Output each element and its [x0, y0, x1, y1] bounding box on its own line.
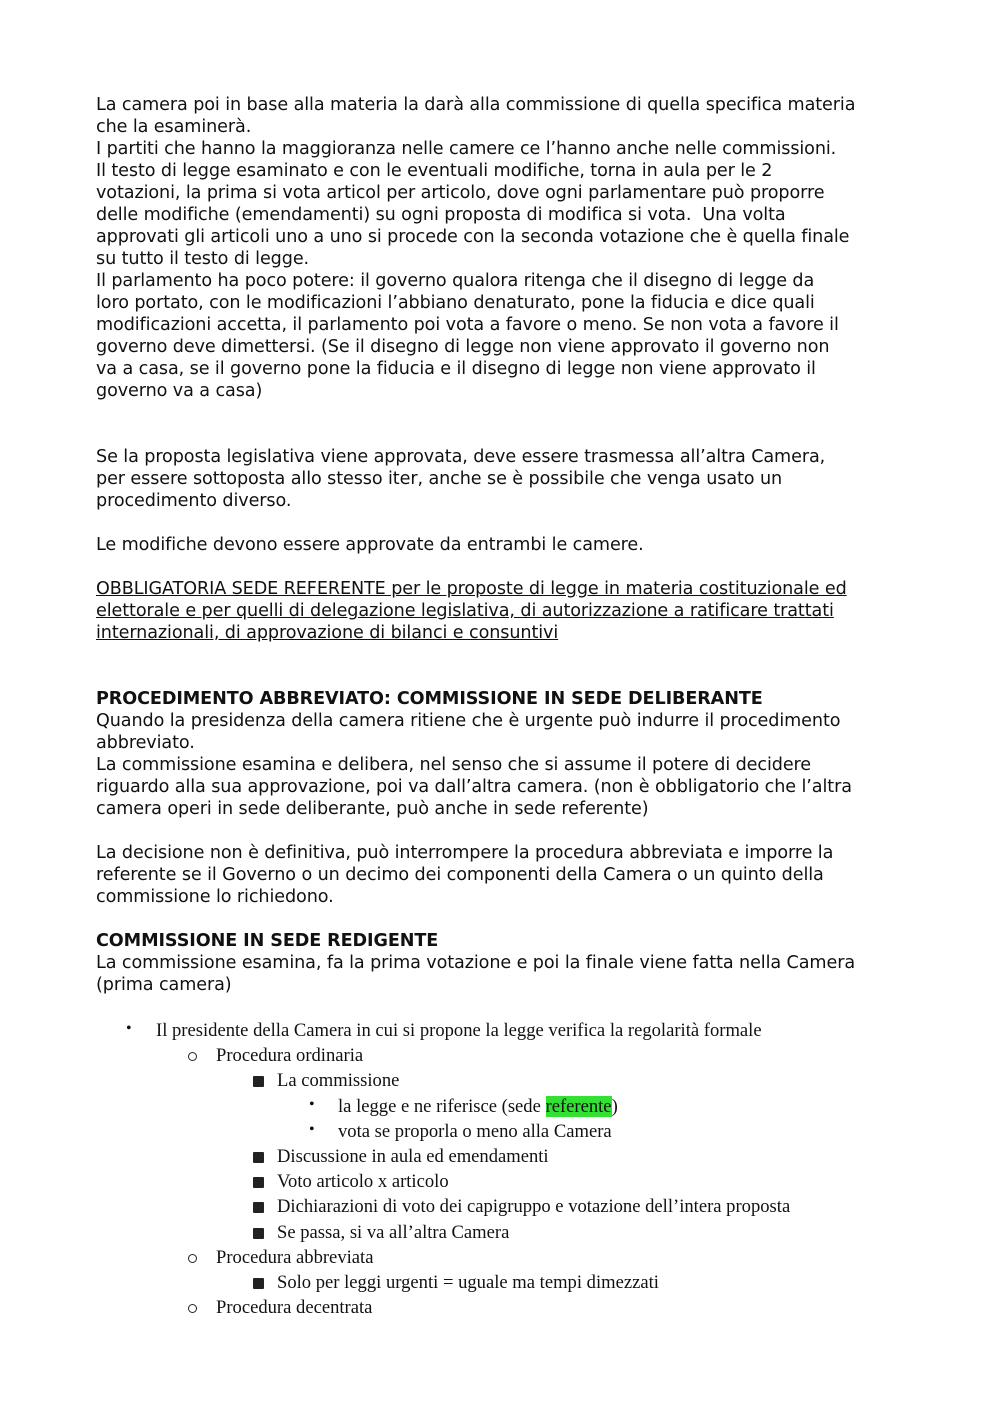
list-item: [0, 1119, 1000, 1144]
bullet-square-icon: [253, 1278, 264, 1289]
bullet-square-icon: [253, 1228, 264, 1239]
text-line: Il testo di legge esaminato e con le eventuali modifiche, torna in aula per le 2: [96, 161, 773, 181]
bullet-square-icon: [253, 1202, 264, 1213]
list-item: [0, 1144, 1000, 1169]
bullet-dot-icon: •: [126, 1020, 132, 1037]
text-line: votazioni, la prima si vota articol per articolo, dove ogni parlamentare può proporre: [96, 183, 825, 203]
highlighted-word: referente: [545, 1095, 612, 1117]
text-line: commissione lo richiedono.: [96, 887, 334, 907]
text-line: referente se il Governo o un decimo dei componenti della Camera o un quinto della: [96, 865, 824, 885]
list-item-text: vota se proporla o meno alla Camera: [338, 1120, 612, 1142]
heading-sede-deliberante: PROCEDIMENTO ABBREVIATO: COMMISSIONE IN SEDE DELIBERANTE: [96, 689, 763, 709]
list-item: [0, 1270, 1000, 1295]
text-line: La camera poi in base alla materia la darà alla commissione di quella specifica materia: [96, 95, 856, 115]
list-item-text: Solo per leggi urgenti = uguale ma tempi dimezzati: [277, 1272, 659, 1294]
text-line: La decisione non è definitiva, può interrompere la procedura abbreviata e imporre la: [96, 843, 834, 863]
list-item: [0, 1169, 1000, 1194]
list-item-text: Voto articolo x articolo: [277, 1171, 449, 1193]
text-line: loro portato, con le modificazioni l’abbiano denaturato, pone la fiducia e dice quali: [96, 293, 815, 313]
text-line: approvati gli articoli uno a uno si procede con la seconda votazione che è quella finale: [96, 227, 850, 247]
text-line: delle modifiche (emendamenti) su ogni proposta di modifica si vota. Una volta: [96, 205, 786, 225]
list-item: [0, 1094, 1000, 1119]
text-line: va a casa, se il governo pone la fiducia e il disegno di legge non viene approvato il: [96, 359, 816, 379]
list-item-text: la legge e ne riferisce (sede: [338, 1095, 546, 1117]
text-line: governo va a casa): [96, 381, 263, 401]
list-item: [0, 1043, 1000, 1068]
text-line: La commissione esamina, fa la prima votazione e poi la finale viene fatta nella Camera: [96, 953, 856, 973]
text-line: modificazioni accetta, il parlamento poi vota a favore o meno. Se non vota a favore il: [96, 315, 839, 335]
list-item-text: Se passa, si va all’altra Camera: [277, 1221, 510, 1243]
text-line: (prima camera): [96, 975, 232, 995]
text-line: Il parlamento ha poco potere: il governo qualora ritenga che il disegno di legge da: [96, 271, 815, 291]
list-item-text: ): [611, 1095, 618, 1117]
list-item: [0, 1245, 1000, 1270]
bullet-square-icon: [253, 1177, 264, 1188]
list-item-text: Procedura decentrata: [216, 1297, 373, 1319]
text-line: riguardo alla sua approvazione, poi va dall’altra camera. (non è obbligatorio che l’altra: [96, 777, 852, 797]
text-line: La commissione esamina e delibera, nel senso che si assume il potere di decidere: [96, 755, 812, 775]
paragraph-redigente: [96, 952, 916, 996]
text-line: OBBLIGATORIA SEDE REFERENTE per le proposte di legge in materia costituzionale ed: [96, 579, 847, 599]
paragraph-modifiche: Le modifiche devono essere approvate da entrambi le camere.: [96, 535, 644, 555]
text-line: camera operi in sede deliberante, può anche in sede referente): [96, 799, 649, 819]
text-line: per essere sottoposta allo stesso iter, anche se è possibile che venga usato un: [96, 469, 783, 489]
paragraph-decisione: [96, 842, 916, 908]
bullet-circle-icon: [188, 1052, 197, 1061]
paragraph-obbligatoria-referente: [96, 578, 916, 644]
list-item-text: Dichiarazioni di voto dei capigruppo e votazione dell’intera proposta: [277, 1196, 791, 1218]
bullet-dot-icon: •: [309, 1120, 315, 1138]
bullet-circle-icon: [188, 1304, 197, 1313]
text-line: Quando la presidenza della camera ritiene che è urgente può indurre il procedimento: [96, 711, 841, 731]
text-line: elettorale e per quelli di delegazione legislativa, di autorizzazione a ratificare trattati: [96, 601, 834, 621]
list-item-text: La commissione: [277, 1070, 400, 1092]
document-page: [96, 94, 916, 996]
heading-sede-redigente: COMMISSIONE IN SEDE REDIGENTE: [96, 931, 439, 951]
text-line: su tutto il testo di legge.: [96, 249, 310, 269]
paragraph-commissioni: [96, 94, 916, 402]
list-item-text: Procedura ordinaria: [216, 1045, 364, 1067]
text-line: abbreviato.: [96, 733, 195, 753]
list-item-text: Procedura abbreviata: [216, 1246, 374, 1268]
list-item-text: Il presidente della Camera in cui si propone la legge verifica la regolarità formale: [156, 1020, 762, 1041]
list-item: [0, 1018, 1000, 1043]
procedure-outline: [0, 1018, 1000, 1320]
list-item: [0, 1068, 1000, 1093]
text-line: internazionali, di approvazione di bilanci e consuntivi: [96, 623, 559, 643]
bullet-square-icon: [253, 1076, 264, 1087]
text-line: procedimento diverso.: [96, 491, 292, 511]
paragraph-trasmessa: [96, 446, 916, 512]
bullet-dot-icon: •: [309, 1095, 315, 1113]
text-line: I partiti che hanno la maggioranza nelle camere ce l’hanno anche nelle commissioni.: [96, 139, 837, 159]
list-item: [0, 1220, 1000, 1245]
list-item: [0, 1295, 1000, 1320]
text-line: che la esaminerà.: [96, 117, 252, 137]
list-item-text: Discussione in aula ed emendamenti: [277, 1146, 549, 1168]
text-line: Se la proposta legislativa viene approvata, deve essere trasmessa all’altra Camera,: [96, 447, 826, 467]
bullet-square-icon: [253, 1152, 264, 1163]
paragraph-deliberante: [96, 710, 916, 820]
list-item: [0, 1194, 1000, 1219]
bullet-circle-icon: [188, 1254, 197, 1263]
text-line: governo deve dimettersi. (Se il disegno di legge non viene approvato il governo non: [96, 337, 830, 357]
